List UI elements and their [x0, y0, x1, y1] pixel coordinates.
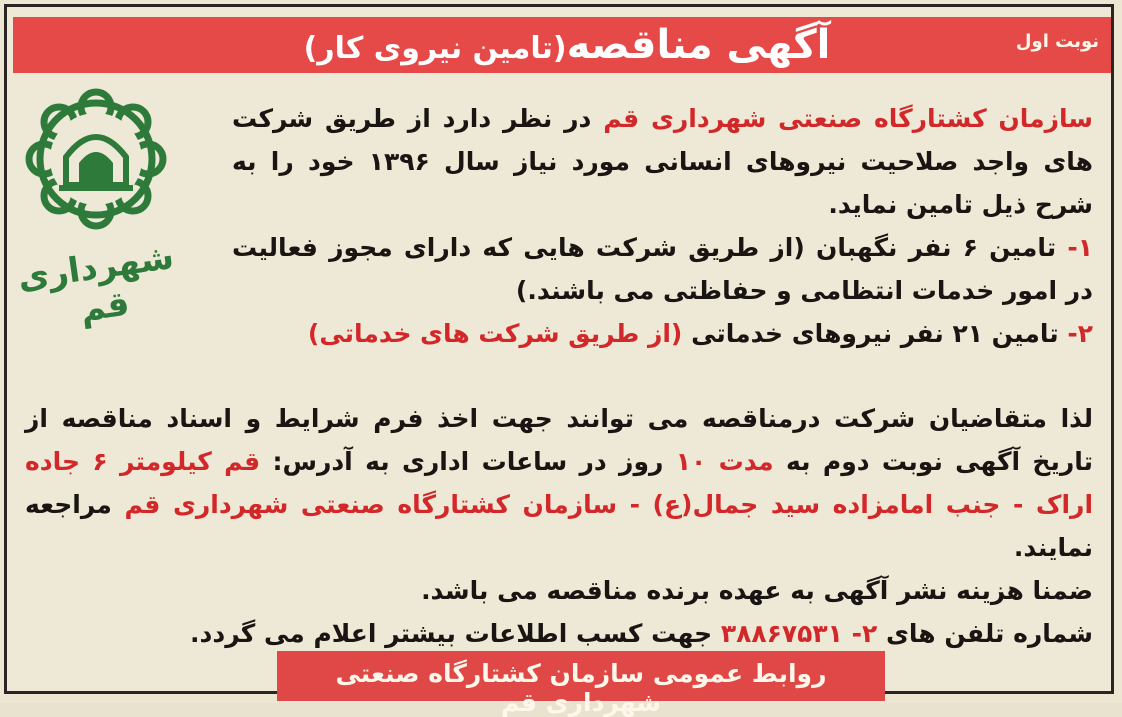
address: قم کیلومتر ۶ جاده اراک - جنب امامزاده سید جمال(ع) - سازمان کشتارگاه صنعتی شهرداری قم — [25, 447, 1094, 519]
phone-paragraph — [25, 612, 1093, 655]
header-band — [13, 17, 1111, 73]
duration: مدت ۱۰ — [675, 447, 774, 476]
item-1 — [232, 226, 1093, 312]
ad-body-lower — [25, 397, 1093, 655]
item-1-text: تامین ۶ نفر نگهبان (از طریق شرکت هایی که دارای مجوز فعالیت در امور خدمات انتظامی و حفاظتی می باشند.) — [232, 233, 1093, 305]
ad-title-sub: (تامین نیروی کار) — [303, 31, 567, 66]
logo-emblem-icon — [19, 87, 174, 237]
intro-paragraph — [232, 97, 1093, 226]
instructions-text-c: مراجعه نمایند. — [25, 490, 1093, 562]
item-2-text: تامین ۲۱ نفر نیروهای خدماتی — [682, 319, 1068, 348]
cost-note: ضمنا هزینه نشر آگهی به عهده برنده مناقصه می باشد. — [421, 576, 1093, 605]
ad-frame — [4, 4, 1114, 717]
phone-number: ۲- ۳۸۸۶۷۵۳۱ — [720, 619, 878, 648]
item-1-number: ۱- — [1067, 233, 1093, 262]
item-2 — [232, 312, 1093, 355]
item-2-number: ۲- — [1067, 319, 1093, 348]
instructions-text-a: لذا متقاضیان شرکت درمناقصه می توانند جهت اخذ فرم شرایط و اسناد مناقصه از تاریخ آگهی نوبت دوم به — [25, 404, 1093, 476]
instructions-text-b: روز در ساعات اداری به آدرس: — [260, 447, 676, 476]
municipality-logo — [15, 87, 177, 331]
org-name: سازمان کشتارگاه صنعتی شهرداری قم — [603, 104, 1093, 133]
phone-text-a: شماره تلفن های — [877, 619, 1093, 648]
phone-text-b: جهت کسب اطلاعات بیشتر اعلام می گردد. — [190, 619, 721, 648]
instructions-paragraph — [25, 397, 1093, 569]
ad-body-upper — [232, 97, 1093, 355]
ad-title — [233, 19, 901, 75]
round-label: نوبت اول — [1015, 31, 1099, 52]
ad-title-main: آگهی مناقصه — [566, 22, 831, 68]
footer-text: روابط عمومی سازمان کشتارگاه صنعتی شهرداری قم — [335, 659, 827, 717]
logo-text: شهرداری قم — [15, 236, 177, 331]
item-2-note: (از طریق شرکت های خدماتی) — [307, 319, 683, 348]
intro-text: در نظر دارد از طریق شرکت های واجد صلاحیت نیروهای انسانی مورد نیاز سال ۱۳۹۶ خود را به شرح ذیل تامین نماید. — [232, 104, 1093, 219]
footer-band — [277, 651, 885, 717]
